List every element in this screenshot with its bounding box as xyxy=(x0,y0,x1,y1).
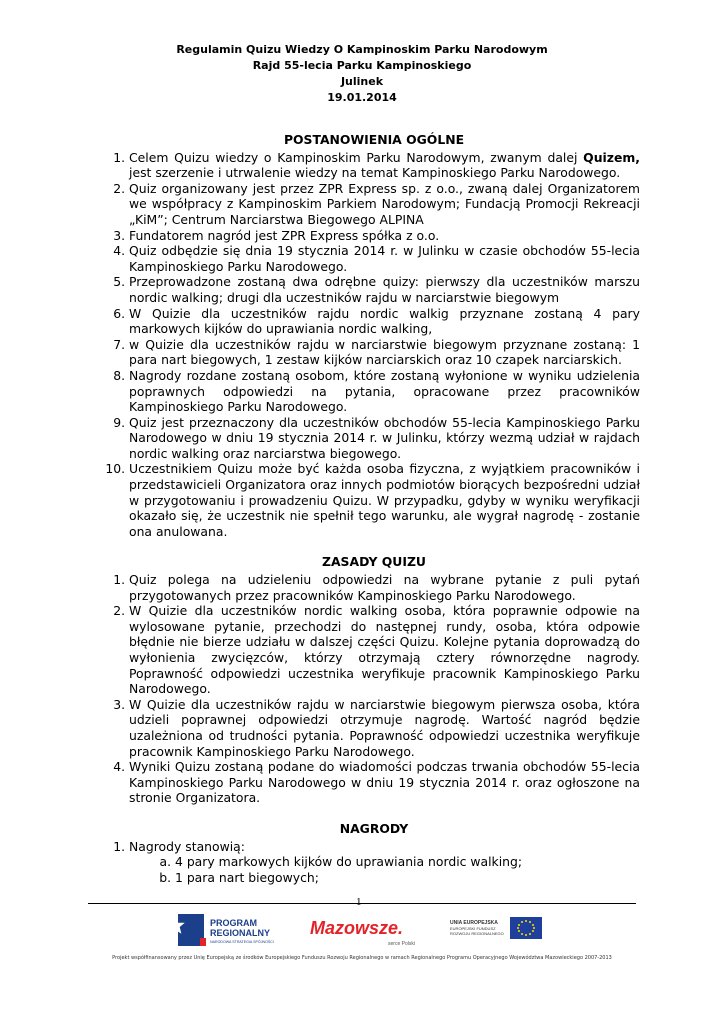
funding-notice: Projekt współfinansowany przez Unię Europejską ze środków Europejskiego Funduszu Rozwoju Regionalnego w ramach Regionalnego Programu Operacyjnego Województwa Mazowieckiego 2007-2013 xyxy=(112,955,612,961)
list-item: 9. Quiz jest przeznaczony dla uczestników obchodów 55-lecia Kampinoskiego Parku Narodowego w dniu 19 stycznia 2014 r. w Julinku, którzy wezmą udział w rajdach nordic walking oraz narciarstwa biegowego. xyxy=(129,415,640,462)
list-item: 1. Nagrody stanowią: a. 4 pary markowych kijków do uprawiania nordic walking; b. 1 para nart biegowych; xyxy=(129,839,640,886)
list-item: 4. Wyniki Quizu zostaną podane do wiadomości podczas trwania obchodów 55-lecia Kampinoskiego Parku Narodowego w dniu 19 stycznia 2014 r. oraz ogłoszone na stronie Organizatora. xyxy=(129,759,640,806)
list-item: b. 1 para nart biegowych; xyxy=(175,870,640,886)
list-item: 7. w Quizie dla uczestników rajdu w narciarstwie biegowym przyznane zostaną: 1 para nart biegowych, 1 zestaw kijków narciarskich oraz 10 czapek narciarskich. xyxy=(129,337,640,368)
header-location: Julinek xyxy=(340,75,384,88)
list-item: a. 4 pary markowych kijków do uprawiania nordic walking; xyxy=(175,854,640,870)
section-title-prizes: NAGRODY xyxy=(339,820,409,836)
list-item: 8. Nagrody rozdane zostaną osobom, które zostaną wyłonione w wyniku udzielenia poprawnych odpowiedzi na pytania, opracowane przez pracowników Kampinoskiego Parku Narodowego. xyxy=(129,368,640,415)
prizes-sublist xyxy=(129,854,640,885)
header-title: Regulamin Quizu Wiedzy O Kampinoskim Parku Narodowym xyxy=(176,43,548,56)
list-item: 2. W Quizie dla uczestników nordic walking osoba, która poprawnie odpowie na wylosowane pytanie, przechodzi do następnej rundy, osoba, która odpowie błędnie nie bierze udziału w dalszej części Quizu. Kolejne pytania doprowadzą do wyłonienia zwycięzców, którzy otrzymają cztery równorzędne nagrody. Poprawność odpowiedzi uczestnika weryfikuje pracownik Kampinoskiego Parku Narodowego. xyxy=(129,603,640,697)
footer-logos xyxy=(88,908,636,952)
program-logo-line2: REGIONALNY xyxy=(210,928,271,938)
list-item: 3. Fundatorem nagród jest ZPR Express spółka z o.o. xyxy=(129,228,640,244)
list-item: 4. Quiz odbędzie się dnia 19 stycznia 2014 r. w Julinku w czasie obchodów 55-lecia Kampinoskiego Parku Narodowego. xyxy=(129,243,640,274)
prizes-list xyxy=(108,839,640,886)
list-item: 5. Przeprowadzone zostaną dwa odrębne quizy: pierwszy dla uczestników marszu nordic walking; drugi dla uczestników rajdu w narciarstwie biegowym xyxy=(129,274,640,305)
footer-divider xyxy=(88,903,636,904)
list-item: 10. Uczestnikiem Quizu może być każda osoba fizyczna, z wyjątkiem pracowników i przedstawicieli Organizatora oraz innych podmiotów biorących bezpośredni udział w przygotowaniu i prowadzeniu Quizu. W przypadku, gdyby w wyniku weryfikacji okazało się, że uczestnik nie spełnił tego warunku, ale wygrał nagrodę - zostanie ona anulowana. xyxy=(129,461,640,539)
header-subtitle: Rajd 55-lecia Parku Kampinoskiego xyxy=(252,59,472,72)
eu-logo-line3: ROZWOJU REGIONALNEGO xyxy=(450,931,504,936)
list-item: 1. Quiz polega na udzieleniu odpowiedzi na wybrane pytanie z puli pytań przygotowanych przez pracowników Kampinoskiego Parku Narodowego. xyxy=(129,572,640,603)
document-body xyxy=(108,132,640,885)
program-logo-line3: NARODOWA STRATEGIA SPÓJNOŚCI xyxy=(210,940,274,944)
mazowsze-logo xyxy=(310,918,415,947)
eu-logo-line2: EUROPEJSKI FUNDUSZ xyxy=(450,926,496,931)
page-number: 1 xyxy=(356,896,362,908)
mazowsze-logo-text: Mazowsze. xyxy=(310,918,404,938)
eu-logo xyxy=(450,917,542,939)
rules-list xyxy=(108,572,640,806)
list-item: 2. Quiz organizowany jest przez ZPR Express sp. z o.o., zwaną dalej Organizatorem we współpracy z Kampinoskim Parkiem Narodowym; Fundacją Promocji Rekreacji „KiM”; Centrum Narciarstwa Biegowego ALPINA xyxy=(129,181,640,228)
header-date: 19.01.2014 xyxy=(327,91,397,104)
list-item: 1. Celem Quizu wiedzy o Kampinoskim Parku Narodowym, zwanym dalej Quizem, jest szerzenie i utrwalenie wiedzy na temat Kampinoskiego Parku Narodowego. xyxy=(129,150,640,181)
document-header xyxy=(0,42,724,106)
program-regionalny-logo xyxy=(164,914,274,946)
eu-logo-line1: UNIA EUROPEJSKA xyxy=(450,920,498,926)
program-logo-line1: PROGRAM xyxy=(210,918,257,928)
general-list xyxy=(108,150,640,540)
list-item: 3. W Quizie dla uczestników rajdu w narciarstwie biegowym pierwsza osoba, która udzieli poprawnej odpowiedzi otrzymuje nagrodę. Wartość nagród będzie uzależniona od trudności pytania. Poprawność odpowiedzi uczestnika weryfikuje pracownik Kampinoskiego Parku Narodowego. xyxy=(129,697,640,759)
section-title-rules: ZASADY QUIZU xyxy=(321,554,426,570)
mazowsze-logo-subtitle: serce Polski xyxy=(388,941,415,947)
section-title-general: POSTANOWIENIA OGÓLNE xyxy=(283,132,465,147)
list-item: 6. W Quizie dla uczestników rajdu nordic walkig przyznane zostaną 4 pary markowych kijków do uprawiania nordic walking, xyxy=(129,306,640,337)
program-logo-accent xyxy=(200,938,206,946)
